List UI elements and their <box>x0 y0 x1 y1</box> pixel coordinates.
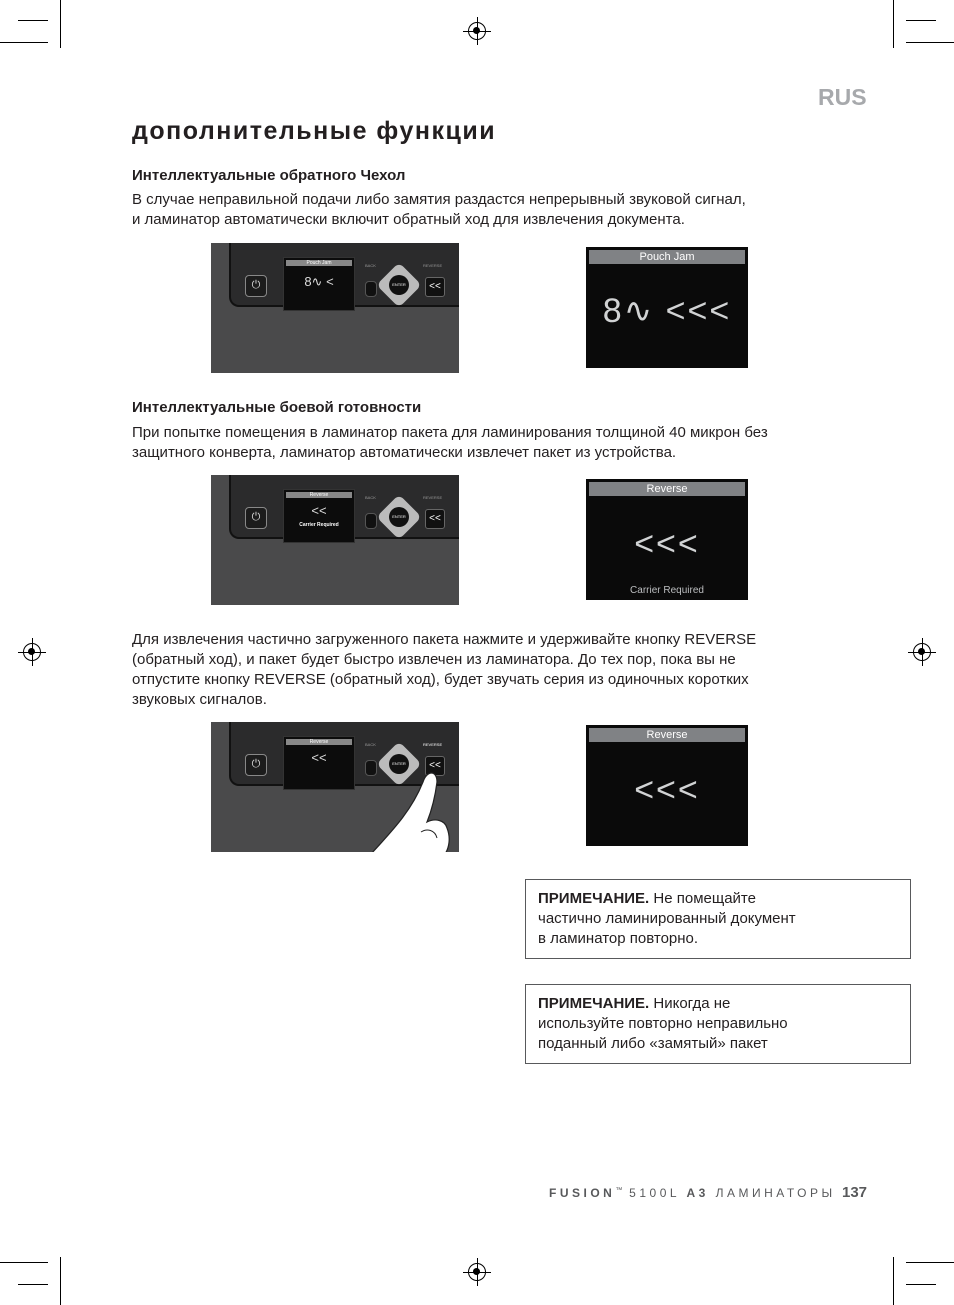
crop-mark <box>906 1284 936 1285</box>
note-text: поданный либо «замятый» пакет <box>538 1035 768 1052</box>
laminator-control-panel-image <box>211 243 459 373</box>
device-lcd <box>283 489 355 543</box>
note-text: используйте повторно неправильно <box>538 1015 788 1032</box>
page-title: дополнительные функции <box>132 117 497 145</box>
registration-mark-icon <box>913 643 931 661</box>
footer-brand: FUSION <box>549 1186 616 1200</box>
note-label: ПРИМЕЧАНИЕ. <box>538 995 650 1012</box>
crop-mark <box>893 1257 894 1305</box>
crop-mark <box>0 42 48 43</box>
screen-title: Reverse <box>589 482 745 496</box>
registration-mark-icon <box>23 643 41 661</box>
screen-title: Pouch Jam <box>589 250 745 264</box>
reverse-button-icon: << <box>425 277 445 297</box>
paragraph-line: отпустите кнопку REVERSE (обратный ход), будет звучать серия из одиночных коротких <box>132 671 749 688</box>
paragraph-line: Для извлечения частично загруженного пакета нажмите и удерживайте кнопку REVERSE <box>132 631 757 648</box>
back-label: BACK <box>365 263 376 268</box>
footer-model: 5100L <box>622 1186 687 1200</box>
enter-button-icon: ENTER <box>389 275 409 295</box>
reverse-label: REVERSE <box>423 742 443 747</box>
section-paragraph <box>132 423 832 463</box>
lcd-symbol: 8∿ < <box>304 274 334 289</box>
screen-symbol: 8∿ <<< <box>602 292 732 330</box>
finger-pressing-icon <box>361 762 459 852</box>
power-icon: ⏻ <box>245 507 267 529</box>
registration-mark-icon <box>468 22 486 40</box>
screen-symbol: <<< <box>634 525 700 563</box>
note-label: ПРИМЕЧАНИЕ. <box>538 890 650 907</box>
footer-tm: ™ <box>615 1187 623 1194</box>
lcd-screen-closeup <box>586 479 748 600</box>
laminator-control-panel-image <box>211 475 459 605</box>
lcd-title: Pouch Jam <box>286 260 352 266</box>
device-lcd <box>283 257 355 311</box>
section-paragraph <box>132 190 832 230</box>
crop-mark <box>906 20 936 21</box>
crop-mark <box>906 42 954 43</box>
lcd-symbol: << <box>311 750 327 765</box>
crop-mark <box>0 1262 48 1263</box>
reverse-label: REVERSE <box>423 495 443 500</box>
back-button-icon <box>365 281 377 297</box>
screen-symbol: <<< <box>634 771 700 809</box>
registration-mark-icon <box>468 1263 486 1281</box>
lcd-title: Reverse <box>286 492 352 498</box>
paragraph-line: При попытке помещения в ламинатор пакета для ламинирования толщиной 40 микрон без <box>132 424 768 441</box>
page-number: 137 <box>842 1184 868 1201</box>
crop-mark <box>60 1257 61 1305</box>
footer-size: A3 <box>686 1186 709 1200</box>
crop-mark <box>893 0 894 48</box>
lcd-title: Reverse <box>286 739 352 745</box>
screen-subtitle: Carrier Required <box>630 585 704 596</box>
lcd-symbol: << <box>311 503 327 518</box>
paragraph-line: защитного конверта, ламинатор автоматически извлечет пакет из устройства. <box>132 444 677 461</box>
power-icon: ⏻ <box>245 754 267 776</box>
reverse-label: REVERSE <box>423 263 443 268</box>
note-box <box>525 984 911 1064</box>
lcd-screen-closeup <box>586 247 748 368</box>
language-label: RUS <box>818 84 867 110</box>
lcd-subtitle: Carrier Required <box>299 522 339 528</box>
crop-mark <box>906 1262 954 1263</box>
laminator-control-panel-image <box>211 722 459 852</box>
paragraph-line: В случае неправильной подачи либо замятия раздастся непрерывный звуковой сигнал, <box>132 191 746 208</box>
paragraph-line: и ламинатор автоматически включит обратный ход для извлечения документа. <box>132 211 685 228</box>
crop-mark <box>60 0 61 48</box>
back-label: BACK <box>365 742 376 747</box>
note-text: частично ламинированный документ <box>538 910 796 927</box>
crop-mark <box>18 1284 48 1285</box>
note-text: в ламинатор повторно. <box>538 930 699 947</box>
enter-button-icon: ENTER <box>389 754 409 774</box>
device-lcd <box>283 736 355 790</box>
section-heading: Интеллектуальные обратного Чехол <box>132 167 406 184</box>
lcd-screen-closeup <box>586 725 748 846</box>
back-button-icon <box>365 513 377 529</box>
crop-mark <box>18 20 48 21</box>
note-box <box>525 879 911 959</box>
section-heading: Интеллектуальные боевой готовности <box>132 399 422 416</box>
reverse-button-icon: << <box>425 756 445 776</box>
reverse-button-icon: << <box>425 509 445 529</box>
footer-word: ЛАМИНАТОРЫ <box>708 1186 836 1200</box>
screen-title: Reverse <box>589 728 745 742</box>
note-text: Не помещайте <box>649 890 756 907</box>
power-icon: ⏻ <box>245 275 267 297</box>
footer-product <box>549 1186 836 1200</box>
paragraph-line: (обратный ход), и пакет будет быстро извлечен из ламинатора. До тех пор, пока вы не <box>132 651 736 668</box>
back-label: BACK <box>365 495 376 500</box>
enter-button-icon: ENTER <box>389 507 409 527</box>
note-text: Никогда не <box>649 995 731 1012</box>
paragraph-line: звуковых сигналов. <box>132 691 267 708</box>
section-paragraph <box>132 630 852 710</box>
